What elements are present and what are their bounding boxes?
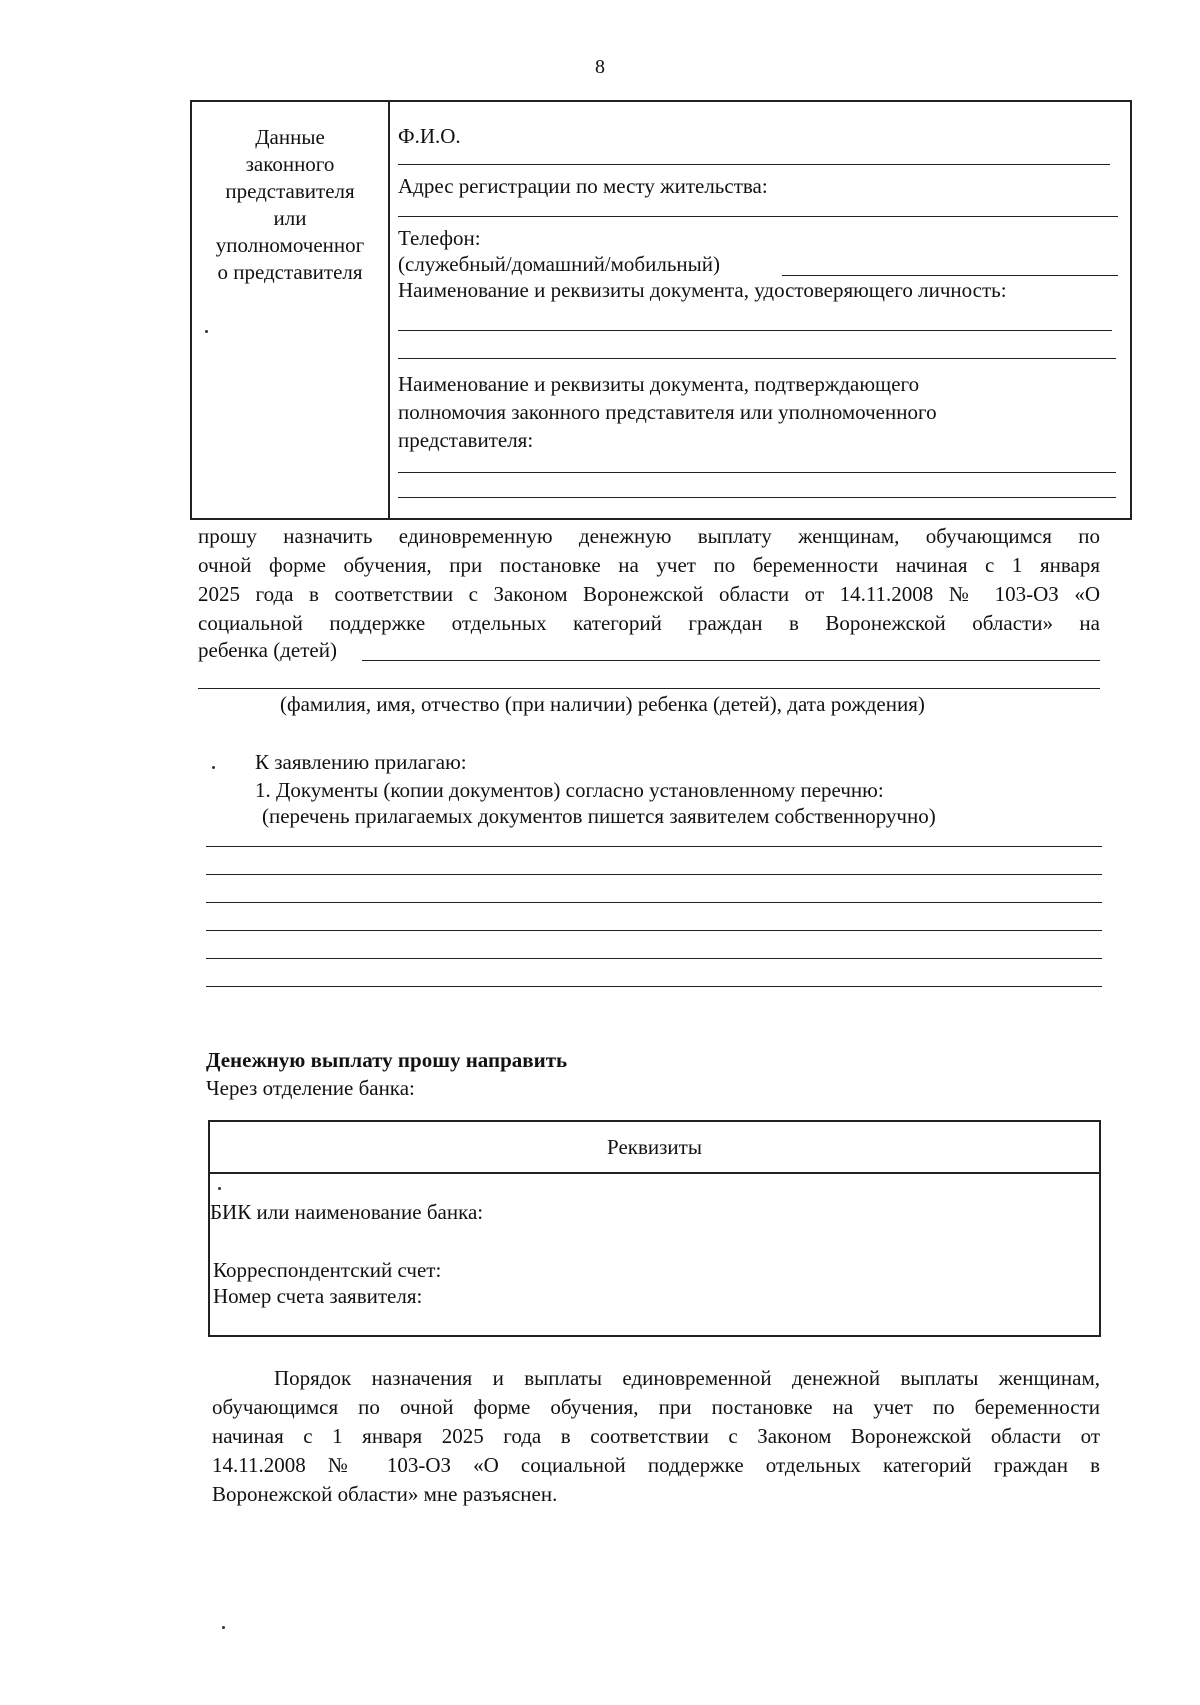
paragraph-line: прошу назначить единовременную денежную выплату женщинам, обучающимся по	[198, 524, 1100, 548]
fio-field[interactable]	[398, 164, 1110, 165]
account-number-label: Номер счета заявителя:	[213, 1284, 423, 1308]
payment-via: Через отделение банка:	[206, 1076, 415, 1100]
label-line: Наименование и реквизиты документа, подтверждающего	[398, 372, 920, 396]
label-line: о представителя	[217, 260, 363, 284]
paragraph-line: 14.11.2008 № 103-ОЗ «О социальной поддержке отдельных категорий граждан в	[212, 1453, 1100, 1477]
label-line: или	[273, 206, 307, 230]
authority-document-field-1[interactable]	[398, 472, 1116, 473]
attachments-field-6[interactable]	[206, 986, 1102, 987]
paragraph-line: обучающимся по очной форме обучения, при постановке на учет по беременности	[212, 1395, 1100, 1419]
children-field-1[interactable]	[362, 660, 1100, 661]
attachments-item-1: 1. Документы (копии документов) согласно установленному перечню:	[255, 778, 884, 802]
request-paragraph	[198, 522, 1100, 638]
representative-label	[192, 124, 388, 286]
page-number: 8	[595, 56, 605, 78]
attachments-field-4[interactable]	[206, 930, 1102, 931]
bank-details-header: Реквизиты	[210, 1122, 1099, 1174]
label-line: законного	[245, 152, 335, 176]
children-field-2[interactable]	[198, 688, 1100, 689]
id-document-field-2[interactable]	[398, 358, 1116, 359]
children-hint: (фамилия, имя, отчество (при наличии) ребенка (детей), дата рождения)	[280, 692, 925, 716]
bank-details-table	[208, 1120, 1101, 1337]
stray-dot	[205, 330, 208, 333]
paragraph-line: 2025 года в соответствии с Законом Воронежской области от 14.11.2008 № 103-ОЗ «О	[198, 582, 1100, 606]
stray-dot	[222, 1626, 225, 1629]
payment-heading: Денежную выплату прошу направить	[206, 1048, 568, 1072]
representative-table	[190, 100, 1132, 520]
children-label: ребенка (детей)	[198, 638, 337, 662]
phone-label: Телефон:	[398, 226, 481, 250]
stray-dot	[218, 1187, 221, 1190]
correspondent-account-label: Корреспондентский счет:	[213, 1258, 442, 1282]
paragraph-line: Порядок назначения и выплаты единовременной денежной выплаты женщинам,	[274, 1366, 1100, 1390]
attachments-field-1[interactable]	[206, 846, 1102, 847]
id-document-field-1[interactable]	[398, 330, 1112, 331]
phone-field[interactable]	[782, 275, 1118, 276]
phone-types: (служебный/домашний/мобильный)	[398, 252, 720, 276]
label-line: представителя:	[398, 428, 534, 452]
label-line: представителя	[225, 179, 355, 203]
paragraph-line: очной форме обучения, при постановке на учет по беременности начиная с 1 января	[198, 553, 1100, 577]
paragraph-line: Воронежской области» мне разъяснен.	[212, 1482, 558, 1506]
attachments-intro: К заявлению прилагаю:	[255, 750, 467, 774]
closing-paragraph	[212, 1364, 1100, 1509]
bullet-dot	[212, 766, 215, 769]
label-line: Данные	[255, 125, 325, 149]
paragraph-line: начиная с 1 января 2025 года в соответствии с Законом Воронежской области от	[212, 1424, 1100, 1448]
bik-label: БИК или наименование банка:	[210, 1200, 484, 1224]
attachments-field-5[interactable]	[206, 958, 1102, 959]
attachments-field-3[interactable]	[206, 902, 1102, 903]
paragraph-line: социальной поддержке отдельных категорий граждан в Воронежской области» на	[198, 611, 1100, 635]
address-field[interactable]	[398, 216, 1118, 217]
authority-document-label	[398, 370, 937, 454]
attachments-field-2[interactable]	[206, 874, 1102, 875]
label-line: полномочия законного представителя или уполномоченного	[398, 400, 937, 424]
address-label: Адрес регистрации по месту жительства:	[398, 174, 768, 198]
id-document-label: Наименование и реквизиты документа, удостоверяющего личность:	[398, 278, 1007, 302]
fio-label: Ф.И.О.	[398, 124, 461, 148]
attachments-note: (перечень прилагаемых документов пишется заявителем собственноручно)	[262, 804, 936, 828]
table-divider	[388, 102, 390, 518]
label-line: уполномоченног	[215, 233, 365, 257]
authority-document-field-2[interactable]	[398, 497, 1116, 498]
